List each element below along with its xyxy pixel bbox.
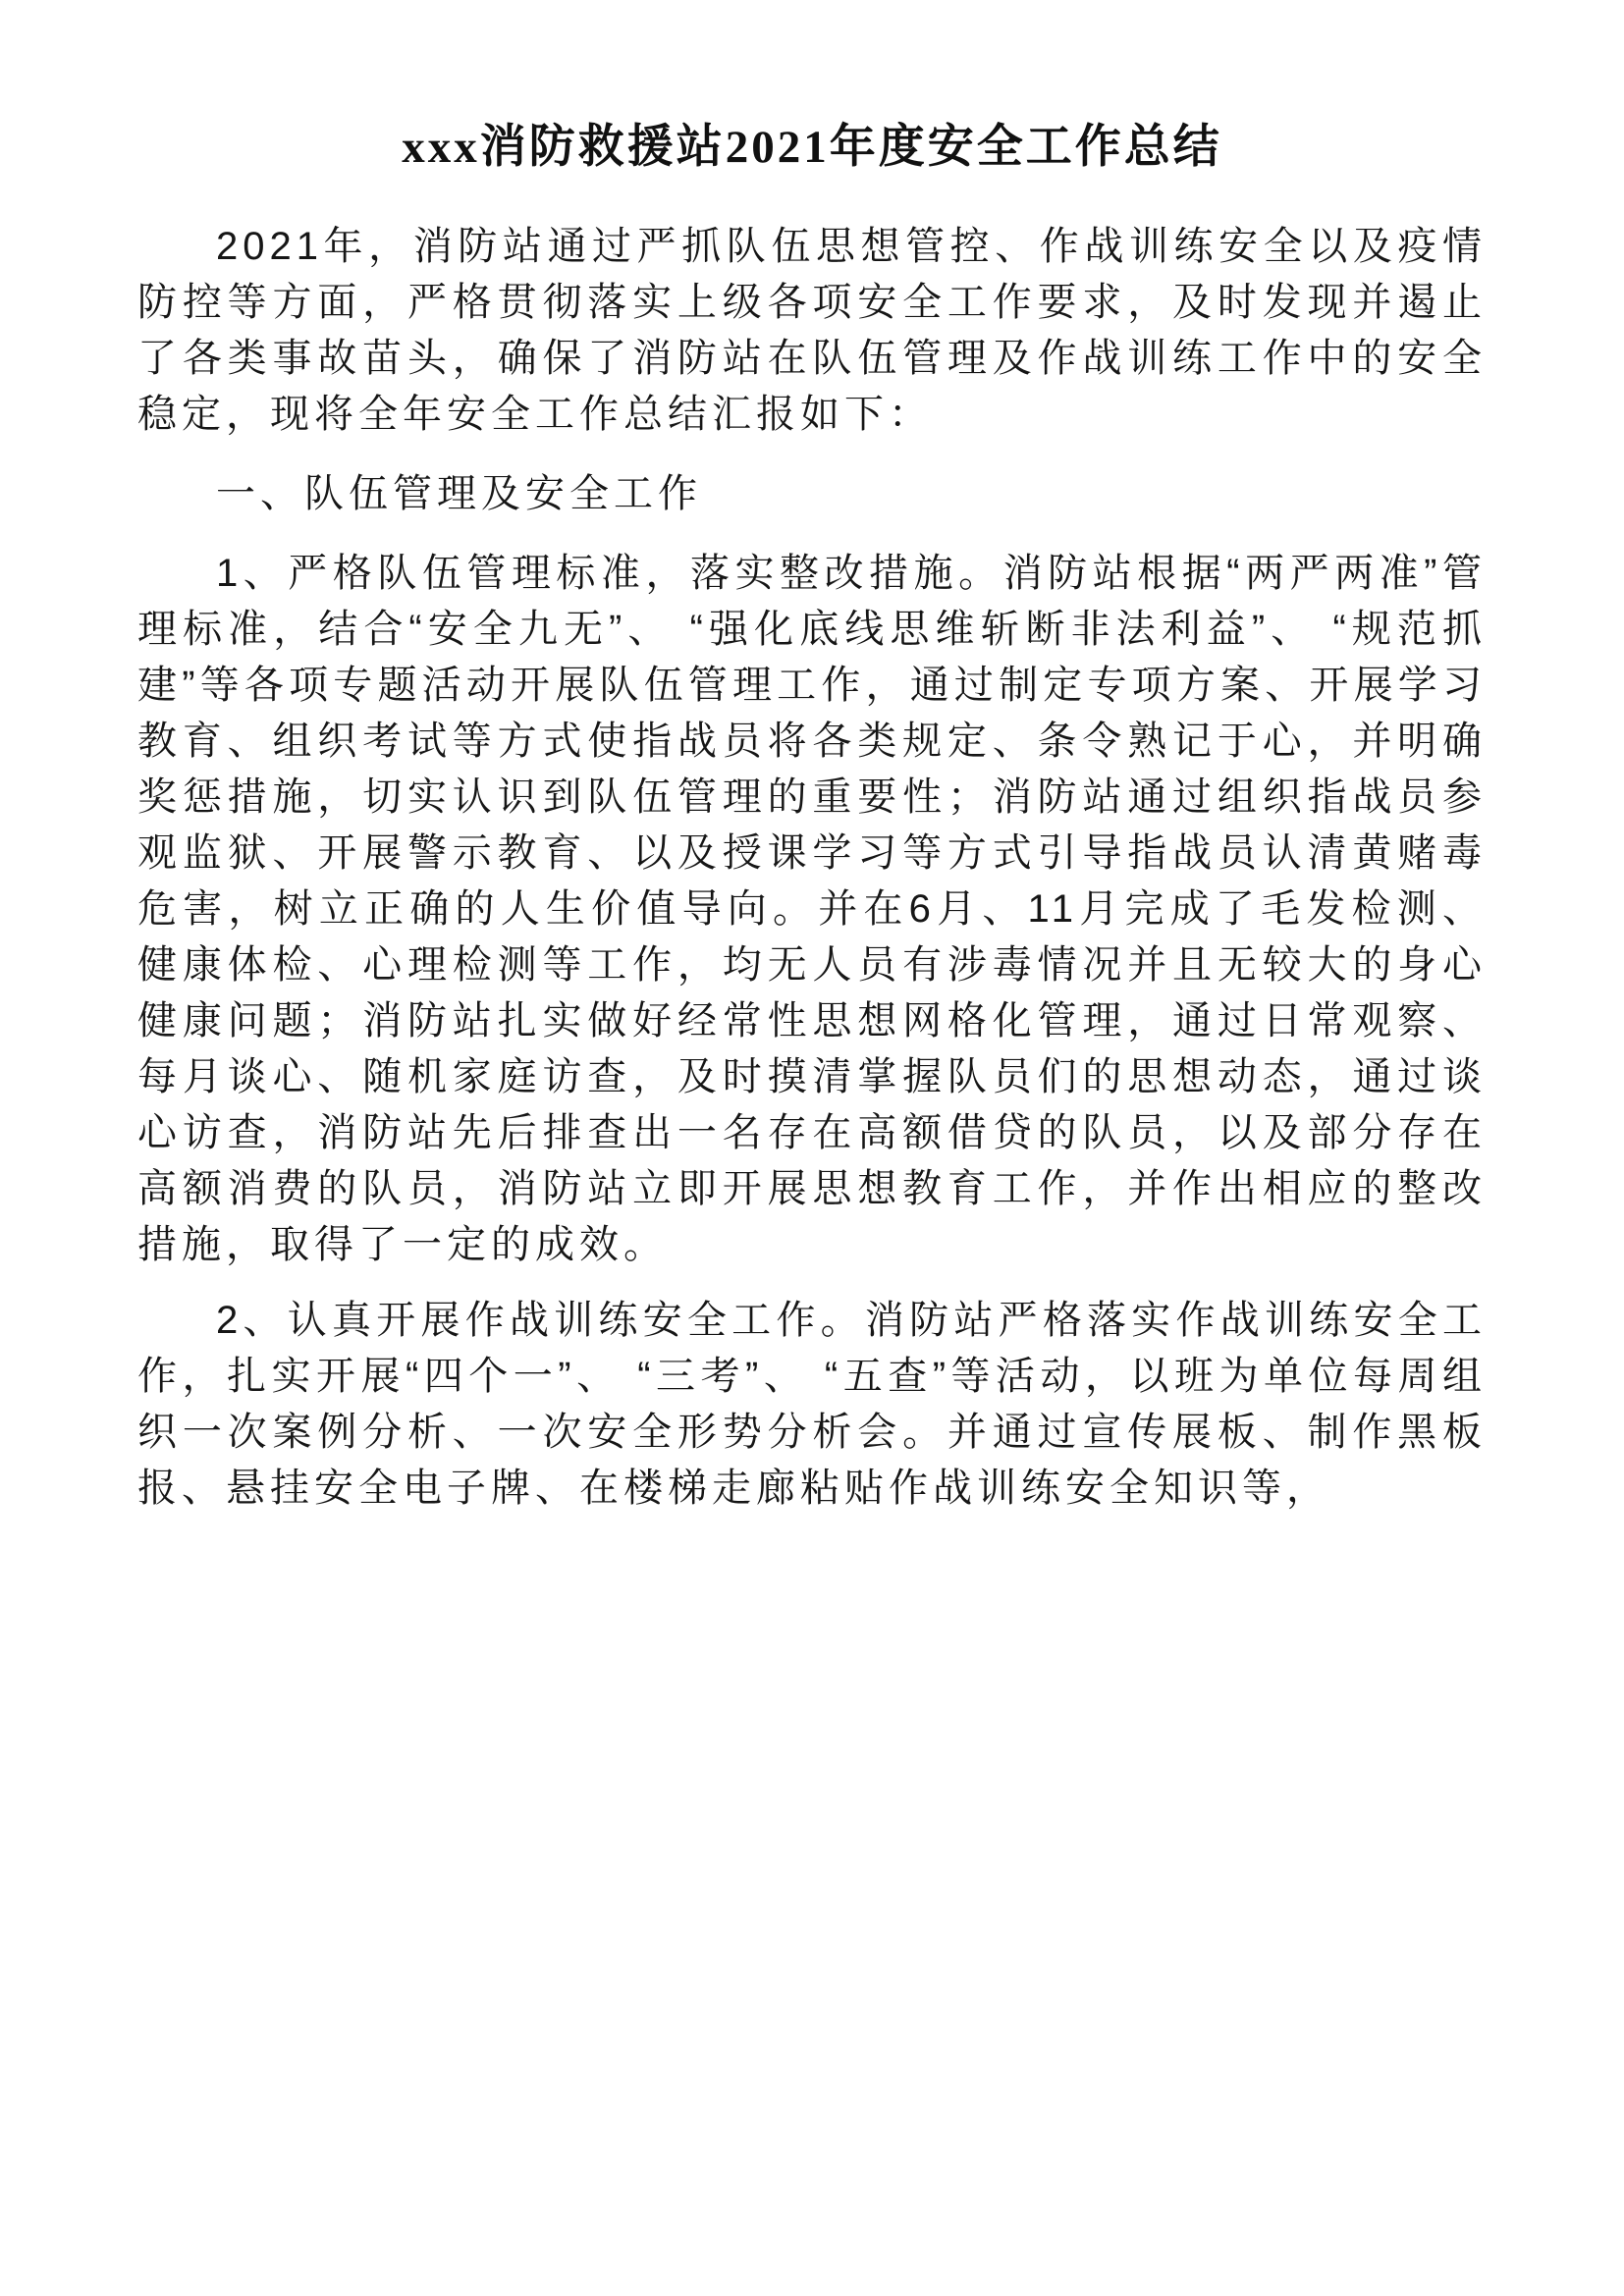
document-body	[137, 219, 1487, 1517]
paragraph: 2021年，消防站通过严抓队伍思想管控、作战训练安全以及疫情防控等方面，严格贯彻落实上级各项安全工作要求，及时发现并遏止了各类事故苗头，确保了消防站在队伍管理及作战训练工作中的安全稳定，现将全年安全工作总结汇报如下：	[137, 225, 1487, 436]
paragraph: 2、认真开展作战训练安全工作。消防站严格落实作战训练安全工作，扎实开展“四个一”、 “三考”、 “五查”等活动，以班为单位每周组织一次案例分析、一次安全形势分析会。并通过宣传展板、制作黑板报、悬挂安全电子牌、在楼梯走廊粘贴作战训练安全知识等，	[137, 1299, 1487, 1510]
paragraph: 1、严格队伍管理标准，落实整改措施。消防站根据“两严两准”管理标准，结合“安全九无”、 “强化底线思维斩断非法利益”、 “规范抓建”等各项专题活动开展队伍管理工作，通过制定专项方案、开展学习教育、组织考试等方式使指战员将各类规定、条令熟记于心，并明确奖惩措施，切实认识到队伍管理的重要性；消防站通过组织指战员参观监狱、开展警示教育、以及授课学习等方式引导指战员认清黄赌毒危害，树立正确的人生价值导向。并在6月、11月完成了毛发检测、健康体检、心理检测等工作，均无人员有涉毒情况并且无较大的身心健康问题；消防站扎实做好经常性思想网格化管理，通过日常观察、每月谈心、随机家庭访查，及时摸清掌握队员们的思想动态，通过谈心访查，消防站先后排查出一名存在高额借贷的队员，以及部分存在高额消费的队员，消防站立即开展思想教育工作，并作出相应的整改措施，取得了一定的成效。	[137, 552, 1487, 1266]
document-title: xxx消防救援站2021年度安全工作总结	[402, 122, 1222, 173]
section-heading: 一、队伍管理及安全工作	[216, 472, 702, 515]
